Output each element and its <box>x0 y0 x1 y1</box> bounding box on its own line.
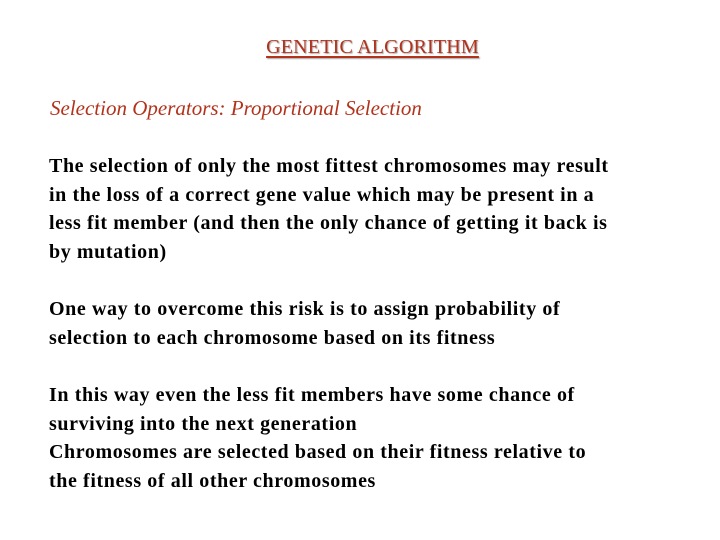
paragraph-line: the fitness of all other chromosomes <box>49 469 376 492</box>
slide-title: GENETIC ALGORITHM <box>266 36 479 58</box>
paragraph-line: by mutation) <box>49 240 167 263</box>
paragraph-line: selection to each chromosome based on its fitness <box>49 326 496 349</box>
paragraph-line: In this way even the less fit members have some chance of <box>49 384 575 406</box>
paragraph-line: surviving into the next generation <box>49 412 358 435</box>
body-paragraph-3 <box>49 381 689 495</box>
slide-subtitle: Selection Operators: Proportional Selection <box>50 96 422 120</box>
body-paragraph-2 <box>49 295 689 352</box>
paragraph-line: in the loss of a correct gene value which may be present in a <box>49 183 595 206</box>
slide-body <box>49 152 689 524</box>
paragraph-line: The selection of only the most fittest chromosomes may result <box>49 155 609 177</box>
paragraph-line: less fit member (and then the only chance of getting it back is <box>49 212 608 234</box>
paragraph-line: Chromosomes are selected based on their fitness relative to <box>49 441 587 463</box>
paragraph-line: One way to overcome this risk is to assign probability of <box>49 298 561 320</box>
body-paragraph-1 <box>49 152 689 266</box>
